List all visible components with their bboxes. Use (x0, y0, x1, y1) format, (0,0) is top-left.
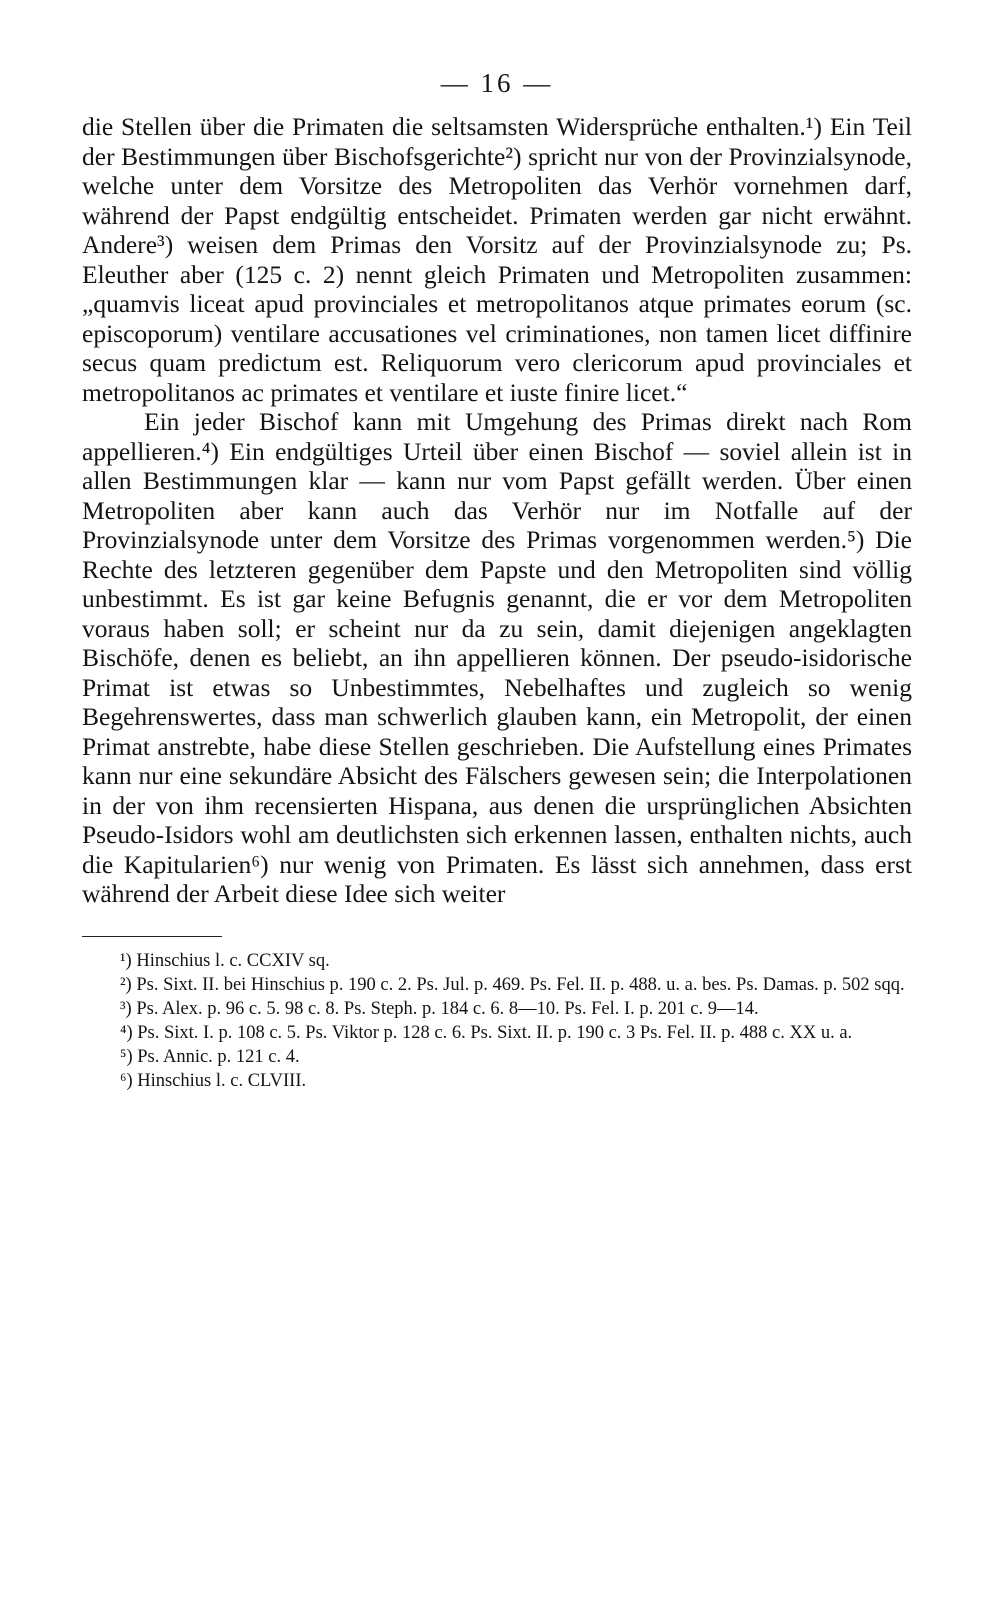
page (82, 66, 912, 1093)
footnote-4: ⁴) Ps. Sixt. I. p. 108 c. 5. Ps. Viktor p. 128 c. 6. Ps. Sixt. II. p. 190 c. 3 Ps. Fel. II. p. 488 c. XX u. a. (120, 1022, 853, 1043)
paragraph-2: Ein jeder Bischof kann mit Umgehung des Primas direkt nach Rom appellieren.⁴) Ein endgültiges Urteil über einen Bischof — soviel allein ist in allen Bestimmungen klar — kann nur vom Papst gefällt werden. Über einen Metropoliten aber kann auch das Verhör nur im Notfalle auf der Provinzialsynode unter dem Vorsitze des Primas vorgenommen werden.⁵) Die Rechte des letzteren gegenüber dem Papste und den Metropoliten sind völlig unbestimmt. Es ist gar keine Befugnis genannt, die er vor dem Metropoliten voraus haben soll; er scheint nur da zu sein, damit diejenigen angeklagten Bischöfe, denen es beliebt, an ihn appellieren können. Der pseudo-isidorische Primat ist etwas so Unbestimmtes, Nebelhaftes und zugleich so wenig Begehrenswertes, dass man schwerlich glauben kann, ein Metropolit, der einen Primat anstrebte, habe diese Stellen geschrieben. Die Aufstellung eines Primates kann nur eine sekundäre Absicht des Fälschers gewesen sein; die Interpolationen in der von ihm recensierten Hispana, aus denen die ursprünglichen Absichten Pseudo-Isidors wohl am deutlichsten sich erkennen lassen, enthalten nichts, auch die Kapitularien⁶) nur wenig von Primaten. Es lässt sich annehmen, dass erst während der Arbeit diese Idee sich weiter (82, 407, 912, 908)
footnote-2: ²) Ps. Sixt. II. bei Hinschius p. 190 c. 2. Ps. Jul. p. 469. Ps. Fel. II. p. 488. u. a. bes. Ps. Damas. p. 502 sqq. (120, 974, 905, 995)
footnote-separator (82, 936, 222, 937)
footnote-3: ³) Ps. Alex. p. 96 c. 5. 98 c. 8. Ps. Steph. p. 184 c. 6. 8—10. Ps. Fel. I. p. 201 c. 9—14. (120, 998, 759, 1019)
footnote-1: ¹) Hinschius l. c. CCXIV sq. (120, 950, 330, 971)
footnote-5: ⁵) Ps. Annic. p. 121 c. 4. (120, 1046, 300, 1067)
page-number: — 16 — (440, 68, 554, 98)
footnote-6: ⁶) Hinschius l. c. CLVIII. (120, 1070, 307, 1091)
body-text (82, 112, 912, 909)
paragraph-1: die Stellen über die Primaten die seltsamsten Widersprüche enthalten.¹) Ein Teil der Bestimmungen über Bischofsgerichte²) spricht nur von der Provinzialsynode, welche unter dem Vorsitze des Metropoliten das Verhör vornehmen darf, während der Papst endgültig entscheidet. Primaten werden gar nicht erwähnt. Andere³) weisen dem Primas den Vorsitz auf der Provinzialsynode zu; Ps. Eleuther aber (125 c. 2) nennt gleich Primaten und Metropoliten zusammen: „quamvis liceat apud provinciales et metropolitanos atque primates eorum (sc. episcoporum) ventilare accusationes vel criminationes, non tamen licet diffinire secus quam predictum est. Reliquorum vero clericorum apud provinciales et metropolitanos ac primates et ventilare et iuste finire licet.“ (82, 112, 912, 407)
footnotes (82, 949, 912, 1093)
